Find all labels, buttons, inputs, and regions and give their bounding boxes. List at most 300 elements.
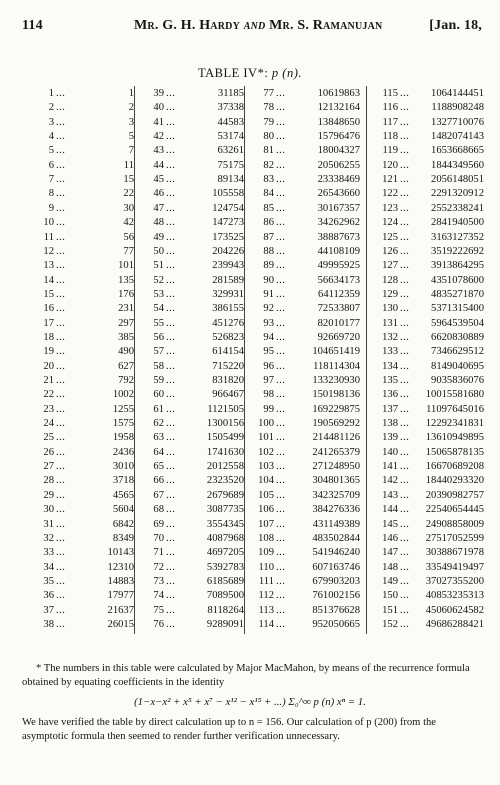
table-row bbox=[30, 144, 134, 158]
row-n: 26 bbox=[43, 446, 54, 458]
row-n: 33 bbox=[43, 547, 54, 559]
row-n: 9 bbox=[48, 202, 54, 214]
row-n: 83 bbox=[263, 174, 274, 186]
table-row bbox=[30, 259, 134, 273]
leader-dots: ... bbox=[276, 231, 286, 243]
leader-dots: ... bbox=[166, 389, 176, 401]
row-value: 792 bbox=[118, 375, 134, 386]
row-value: 147273 bbox=[212, 217, 244, 229]
row-value: 169229875 bbox=[312, 403, 360, 415]
table-row bbox=[250, 388, 360, 402]
table-row bbox=[372, 618, 484, 632]
leader-dots: ... bbox=[56, 131, 66, 143]
page-number: 114 bbox=[22, 18, 43, 33]
row-n: 60 bbox=[153, 389, 164, 401]
leader-dots: ... bbox=[276, 461, 286, 473]
table-row bbox=[250, 589, 360, 603]
row-value: 1002 bbox=[112, 389, 134, 401]
table-row bbox=[250, 403, 360, 417]
table-row bbox=[140, 604, 244, 618]
row-n: 10 bbox=[43, 217, 54, 229]
running-title-author-a: Mr. G. H. Hardy bbox=[134, 18, 240, 33]
row-n: 87 bbox=[263, 231, 274, 243]
row-value: 11 bbox=[123, 159, 134, 171]
row-value: 63261 bbox=[217, 145, 244, 157]
table-row bbox=[372, 274, 484, 288]
table-row bbox=[250, 532, 360, 546]
table-row bbox=[140, 259, 244, 273]
row-value: 14883 bbox=[107, 575, 134, 587]
row-n: 41 bbox=[153, 116, 164, 128]
table-row bbox=[140, 561, 244, 575]
row-value: 190569292 bbox=[312, 418, 360, 430]
row-value: 386155 bbox=[212, 303, 244, 315]
table-row bbox=[372, 532, 484, 546]
table-row bbox=[140, 187, 244, 201]
row-n: 85 bbox=[263, 202, 274, 214]
table-row bbox=[372, 202, 484, 216]
row-n: 93 bbox=[263, 317, 274, 329]
row-n: 20 bbox=[43, 360, 54, 372]
leader-dots: ... bbox=[276, 260, 286, 272]
table-row bbox=[250, 618, 360, 632]
row-value: 2841940500 bbox=[431, 217, 484, 229]
row-value: 133230930 bbox=[312, 375, 360, 386]
leader-dots: ... bbox=[166, 346, 176, 358]
row-value: 1327710076 bbox=[431, 116, 484, 128]
leader-dots: ... bbox=[276, 188, 286, 200]
row-value: 15065878135 bbox=[425, 446, 484, 458]
row-value: 17977 bbox=[107, 590, 134, 602]
leader-dots: ... bbox=[400, 145, 410, 157]
leader-dots: ... bbox=[166, 88, 176, 99]
table-row bbox=[250, 518, 360, 532]
row-n: 110 bbox=[258, 561, 274, 573]
table-row bbox=[30, 116, 134, 130]
row-value: 3 bbox=[128, 116, 134, 128]
leader-dots: ... bbox=[276, 217, 286, 229]
table-row bbox=[372, 159, 484, 173]
row-n: 96 bbox=[263, 360, 274, 372]
leader-dots: ... bbox=[400, 331, 410, 343]
table-row bbox=[30, 173, 134, 187]
row-n: 22 bbox=[43, 389, 54, 401]
row-value: 3913864295 bbox=[431, 260, 484, 272]
table-row bbox=[30, 317, 134, 331]
row-n: 25 bbox=[43, 432, 54, 444]
row-n: 113 bbox=[258, 604, 274, 616]
table-row bbox=[372, 87, 484, 101]
row-value: 2436 bbox=[112, 446, 134, 458]
leader-dots: ... bbox=[166, 116, 176, 128]
row-value: 7346629512 bbox=[431, 346, 484, 358]
row-n: 3 bbox=[48, 116, 54, 128]
row-n: 31 bbox=[43, 518, 54, 530]
row-n: 64 bbox=[153, 446, 164, 458]
row-n: 121 bbox=[382, 174, 398, 186]
row-value: 13848650 bbox=[317, 116, 360, 128]
row-value: 38887673 bbox=[317, 231, 360, 243]
row-value: 9035836076 bbox=[431, 375, 484, 386]
leader-dots: ... bbox=[166, 260, 176, 272]
table-row bbox=[372, 101, 484, 115]
leader-dots: ... bbox=[56, 217, 66, 229]
row-value: 4565 bbox=[112, 489, 134, 501]
row-n: 47 bbox=[153, 202, 164, 214]
row-value: 13610949895 bbox=[425, 432, 484, 444]
leader-dots: ... bbox=[56, 174, 66, 186]
leader-dots: ... bbox=[400, 389, 410, 401]
leader-dots: ... bbox=[276, 116, 286, 128]
row-value: 22 bbox=[123, 188, 134, 200]
row-value: 56 bbox=[123, 231, 134, 243]
row-n: 141 bbox=[382, 461, 398, 473]
row-n: 37 bbox=[43, 604, 54, 616]
leader-dots: ... bbox=[276, 547, 286, 559]
leader-dots: ... bbox=[400, 575, 410, 587]
row-n: 21 bbox=[43, 375, 54, 386]
row-n: 75 bbox=[153, 604, 164, 616]
row-value: 10015581680 bbox=[425, 389, 484, 401]
row-n: 16 bbox=[43, 303, 54, 315]
row-n: 35 bbox=[43, 575, 54, 587]
row-value: 6842 bbox=[112, 518, 134, 530]
leader-dots: ... bbox=[400, 561, 410, 573]
table-row bbox=[372, 259, 484, 273]
leader-dots: ... bbox=[400, 346, 410, 358]
leader-dots: ... bbox=[166, 288, 176, 300]
table-row bbox=[372, 144, 484, 158]
table-row bbox=[250, 87, 360, 101]
table-row bbox=[30, 187, 134, 201]
leader-dots: ... bbox=[276, 317, 286, 329]
leader-dots: ... bbox=[276, 590, 286, 602]
leader-dots: ... bbox=[166, 575, 176, 587]
row-n: 123 bbox=[382, 202, 398, 214]
row-n: 78 bbox=[263, 102, 274, 114]
table-row bbox=[372, 503, 484, 517]
row-value: 241265379 bbox=[312, 446, 360, 458]
row-n: 32 bbox=[43, 532, 54, 544]
row-value: 281589 bbox=[212, 274, 244, 286]
table-row bbox=[372, 474, 484, 488]
leader-dots: ... bbox=[276, 575, 286, 587]
row-n: 139 bbox=[382, 432, 398, 444]
table-row bbox=[250, 331, 360, 345]
table-row bbox=[140, 331, 244, 345]
row-value: 3010 bbox=[112, 461, 134, 473]
table-row bbox=[372, 546, 484, 560]
row-value: 1188908248 bbox=[431, 102, 484, 114]
leader-dots: ... bbox=[56, 489, 66, 501]
leader-dots: ... bbox=[400, 475, 410, 487]
header-date: [Jan. 18, bbox=[429, 18, 482, 33]
table-row bbox=[140, 618, 244, 632]
row-value: 4351078600 bbox=[431, 274, 484, 286]
row-n: 116 bbox=[382, 102, 398, 114]
table-row bbox=[140, 503, 244, 517]
row-n: 5 bbox=[48, 145, 54, 157]
row-value: 42 bbox=[123, 217, 134, 229]
table-row bbox=[372, 575, 484, 589]
row-n: 118 bbox=[382, 131, 398, 143]
leader-dots: ... bbox=[276, 403, 286, 415]
row-n: 61 bbox=[153, 403, 164, 415]
leader-dots: ... bbox=[166, 446, 176, 458]
row-n: 13 bbox=[43, 260, 54, 272]
row-n: 100 bbox=[258, 418, 274, 430]
leader-dots: ... bbox=[56, 461, 66, 473]
row-value: 124754 bbox=[212, 202, 244, 214]
row-n: 124 bbox=[382, 217, 398, 229]
row-n: 98 bbox=[263, 389, 274, 401]
leader-dots: ... bbox=[276, 202, 286, 214]
row-value: 30167357 bbox=[317, 202, 360, 214]
row-value: 12292341831 bbox=[425, 418, 484, 430]
row-value: 1505499 bbox=[206, 432, 244, 444]
leader-dots: ... bbox=[400, 317, 410, 329]
row-n: 74 bbox=[153, 590, 164, 602]
row-value: 20390982757 bbox=[425, 489, 484, 501]
table-row bbox=[250, 474, 360, 488]
row-n: 104 bbox=[258, 475, 274, 487]
table-title-function: p (n). bbox=[271, 66, 302, 80]
row-value: 761002156 bbox=[312, 590, 360, 602]
row-n: 24 bbox=[43, 418, 54, 430]
leader-dots: ... bbox=[400, 116, 410, 128]
row-n: 36 bbox=[43, 590, 54, 602]
row-value: 104651419 bbox=[312, 346, 360, 358]
row-n: 17 bbox=[43, 317, 54, 329]
row-value: 8118264 bbox=[207, 604, 244, 616]
row-value: 1844349560 bbox=[431, 159, 484, 171]
leader-dots: ... bbox=[166, 518, 176, 530]
leader-dots: ... bbox=[276, 446, 286, 458]
table-row bbox=[30, 446, 134, 460]
row-value: 173525 bbox=[212, 231, 244, 243]
table-row bbox=[250, 216, 360, 230]
row-n: 115 bbox=[382, 88, 398, 99]
row-n: 138 bbox=[382, 418, 398, 430]
leader-dots: ... bbox=[400, 188, 410, 200]
row-value: 1121505 bbox=[207, 403, 244, 415]
table-row bbox=[250, 159, 360, 173]
row-value: 64112359 bbox=[318, 288, 360, 300]
row-value: 26543660 bbox=[317, 188, 360, 200]
table-row bbox=[140, 489, 244, 503]
leader-dots: ... bbox=[166, 403, 176, 415]
table-row bbox=[30, 87, 134, 101]
row-n: 65 bbox=[153, 461, 164, 473]
table-row bbox=[140, 374, 244, 388]
table-row bbox=[30, 403, 134, 417]
table-row bbox=[30, 575, 134, 589]
row-n: 19 bbox=[43, 346, 54, 358]
table-row bbox=[250, 274, 360, 288]
row-n: 152 bbox=[382, 618, 398, 630]
row-value: 5604 bbox=[112, 504, 134, 516]
table-row bbox=[30, 374, 134, 388]
table-row bbox=[372, 331, 484, 345]
row-value: 966467 bbox=[212, 389, 244, 401]
leader-dots: ... bbox=[400, 174, 410, 186]
table-row bbox=[372, 345, 484, 359]
row-n: 102 bbox=[258, 446, 274, 458]
row-n: 94 bbox=[263, 331, 274, 343]
leader-dots: ... bbox=[400, 360, 410, 372]
leader-dots: ... bbox=[56, 375, 66, 386]
leader-dots: ... bbox=[56, 274, 66, 286]
leader-dots: ... bbox=[276, 561, 286, 573]
row-n: 50 bbox=[153, 245, 164, 257]
row-value: 5 bbox=[128, 131, 134, 143]
row-value: 27517052599 bbox=[425, 532, 484, 544]
leader-dots: ... bbox=[400, 518, 410, 530]
row-n: 51 bbox=[153, 260, 164, 272]
table-row bbox=[372, 173, 484, 187]
row-n: 106 bbox=[258, 504, 274, 516]
row-n: 63 bbox=[153, 432, 164, 444]
row-value: 2 bbox=[128, 102, 134, 114]
row-n: 38 bbox=[43, 618, 54, 630]
row-n: 114 bbox=[258, 618, 274, 630]
table-row bbox=[140, 474, 244, 488]
row-value: 851376628 bbox=[312, 604, 360, 616]
row-n: 119 bbox=[382, 145, 398, 157]
table-row bbox=[30, 561, 134, 575]
table-row bbox=[372, 187, 484, 201]
table-row bbox=[372, 460, 484, 474]
table-row bbox=[372, 388, 484, 402]
row-n: 91 bbox=[263, 288, 274, 300]
row-value: 451276 bbox=[212, 317, 244, 329]
leader-dots: ... bbox=[166, 604, 176, 616]
row-n: 76 bbox=[153, 618, 164, 630]
row-n: 45 bbox=[153, 174, 164, 186]
leader-dots: ... bbox=[166, 532, 176, 544]
row-value: 304801365 bbox=[312, 475, 360, 487]
row-n: 140 bbox=[382, 446, 398, 458]
table-row bbox=[250, 231, 360, 245]
row-value: 75175 bbox=[217, 159, 244, 171]
table-row bbox=[30, 474, 134, 488]
leader-dots: ... bbox=[166, 245, 176, 257]
leader-dots: ... bbox=[56, 188, 66, 200]
row-n: 49 bbox=[153, 231, 164, 243]
table-row bbox=[30, 130, 134, 144]
row-value: 214481126 bbox=[312, 432, 360, 444]
table-row bbox=[372, 231, 484, 245]
table-row bbox=[140, 245, 244, 259]
row-value: 33549419497 bbox=[425, 561, 484, 573]
table-row bbox=[140, 288, 244, 302]
table-row bbox=[250, 604, 360, 618]
row-value: 72533807 bbox=[317, 303, 360, 315]
row-n: 88 bbox=[263, 245, 274, 257]
leader-dots: ... bbox=[166, 317, 176, 329]
row-value: 10143 bbox=[107, 547, 134, 559]
table-row bbox=[140, 173, 244, 187]
table-row bbox=[250, 187, 360, 201]
leader-dots: ... bbox=[400, 102, 410, 114]
page-header bbox=[22, 18, 482, 38]
row-n: 6 bbox=[48, 159, 54, 171]
row-n: 18 bbox=[43, 331, 54, 343]
row-n: 150 bbox=[382, 590, 398, 602]
partition-table bbox=[0, 87, 500, 632]
table-row bbox=[250, 259, 360, 273]
row-n: 68 bbox=[153, 504, 164, 516]
table-row bbox=[140, 144, 244, 158]
row-value: 3554345 bbox=[206, 518, 244, 530]
table-row bbox=[30, 159, 134, 173]
leader-dots: ... bbox=[56, 331, 66, 343]
table-row bbox=[372, 116, 484, 130]
leader-dots: ... bbox=[276, 375, 286, 386]
table-row bbox=[250, 144, 360, 158]
leader-dots: ... bbox=[166, 274, 176, 286]
row-value: 89134 bbox=[217, 174, 244, 186]
row-value: 22540654445 bbox=[425, 504, 484, 516]
table-row bbox=[250, 575, 360, 589]
row-value: 2056148051 bbox=[431, 174, 484, 186]
table-row bbox=[140, 575, 244, 589]
leader-dots: ... bbox=[166, 174, 176, 186]
running-title-conjunction: and bbox=[243, 18, 266, 33]
table-row bbox=[250, 561, 360, 575]
table-row bbox=[140, 216, 244, 230]
leader-dots: ... bbox=[56, 288, 66, 300]
table-row bbox=[372, 604, 484, 618]
row-value: 5371315400 bbox=[431, 303, 484, 315]
row-value: 105558 bbox=[212, 188, 244, 200]
row-n: 128 bbox=[382, 274, 398, 286]
row-n: 66 bbox=[153, 475, 164, 487]
row-value: 3087735 bbox=[206, 504, 244, 516]
generating-function-identity: (1−x−x² + x⁵ + x⁷ − x¹² − x¹⁵ + ...) Σ₀^∞ p (n) xⁿ = 1. bbox=[134, 696, 366, 708]
leader-dots: ... bbox=[56, 518, 66, 530]
row-value: 1575 bbox=[112, 418, 134, 430]
table-row bbox=[140, 417, 244, 431]
leader-dots: ... bbox=[276, 418, 286, 430]
row-value: 3519222692 bbox=[431, 245, 484, 257]
table-row bbox=[30, 101, 134, 115]
row-n: 54 bbox=[153, 303, 164, 315]
row-value: 49995925 bbox=[317, 260, 360, 272]
leader-dots: ... bbox=[276, 489, 286, 501]
leader-dots: ... bbox=[56, 403, 66, 415]
row-n: 73 bbox=[153, 575, 164, 587]
table-row bbox=[250, 360, 360, 374]
leader-dots: ... bbox=[56, 618, 66, 630]
row-value: 715220 bbox=[212, 360, 244, 372]
leader-dots: ... bbox=[166, 231, 176, 243]
row-n: 48 bbox=[153, 217, 164, 229]
leader-dots: ... bbox=[400, 231, 410, 243]
leader-dots: ... bbox=[400, 618, 410, 630]
row-n: 12 bbox=[43, 245, 54, 257]
row-n: 126 bbox=[382, 245, 398, 257]
leader-dots: ... bbox=[276, 604, 286, 616]
leader-dots: ... bbox=[166, 547, 176, 559]
row-value: 1741630 bbox=[206, 446, 244, 458]
leader-dots: ... bbox=[400, 303, 410, 315]
leader-dots: ... bbox=[166, 375, 176, 386]
leader-dots: ... bbox=[56, 159, 66, 171]
leader-dots: ... bbox=[56, 303, 66, 315]
leader-dots: ... bbox=[166, 418, 176, 430]
row-n: 109 bbox=[258, 547, 274, 559]
